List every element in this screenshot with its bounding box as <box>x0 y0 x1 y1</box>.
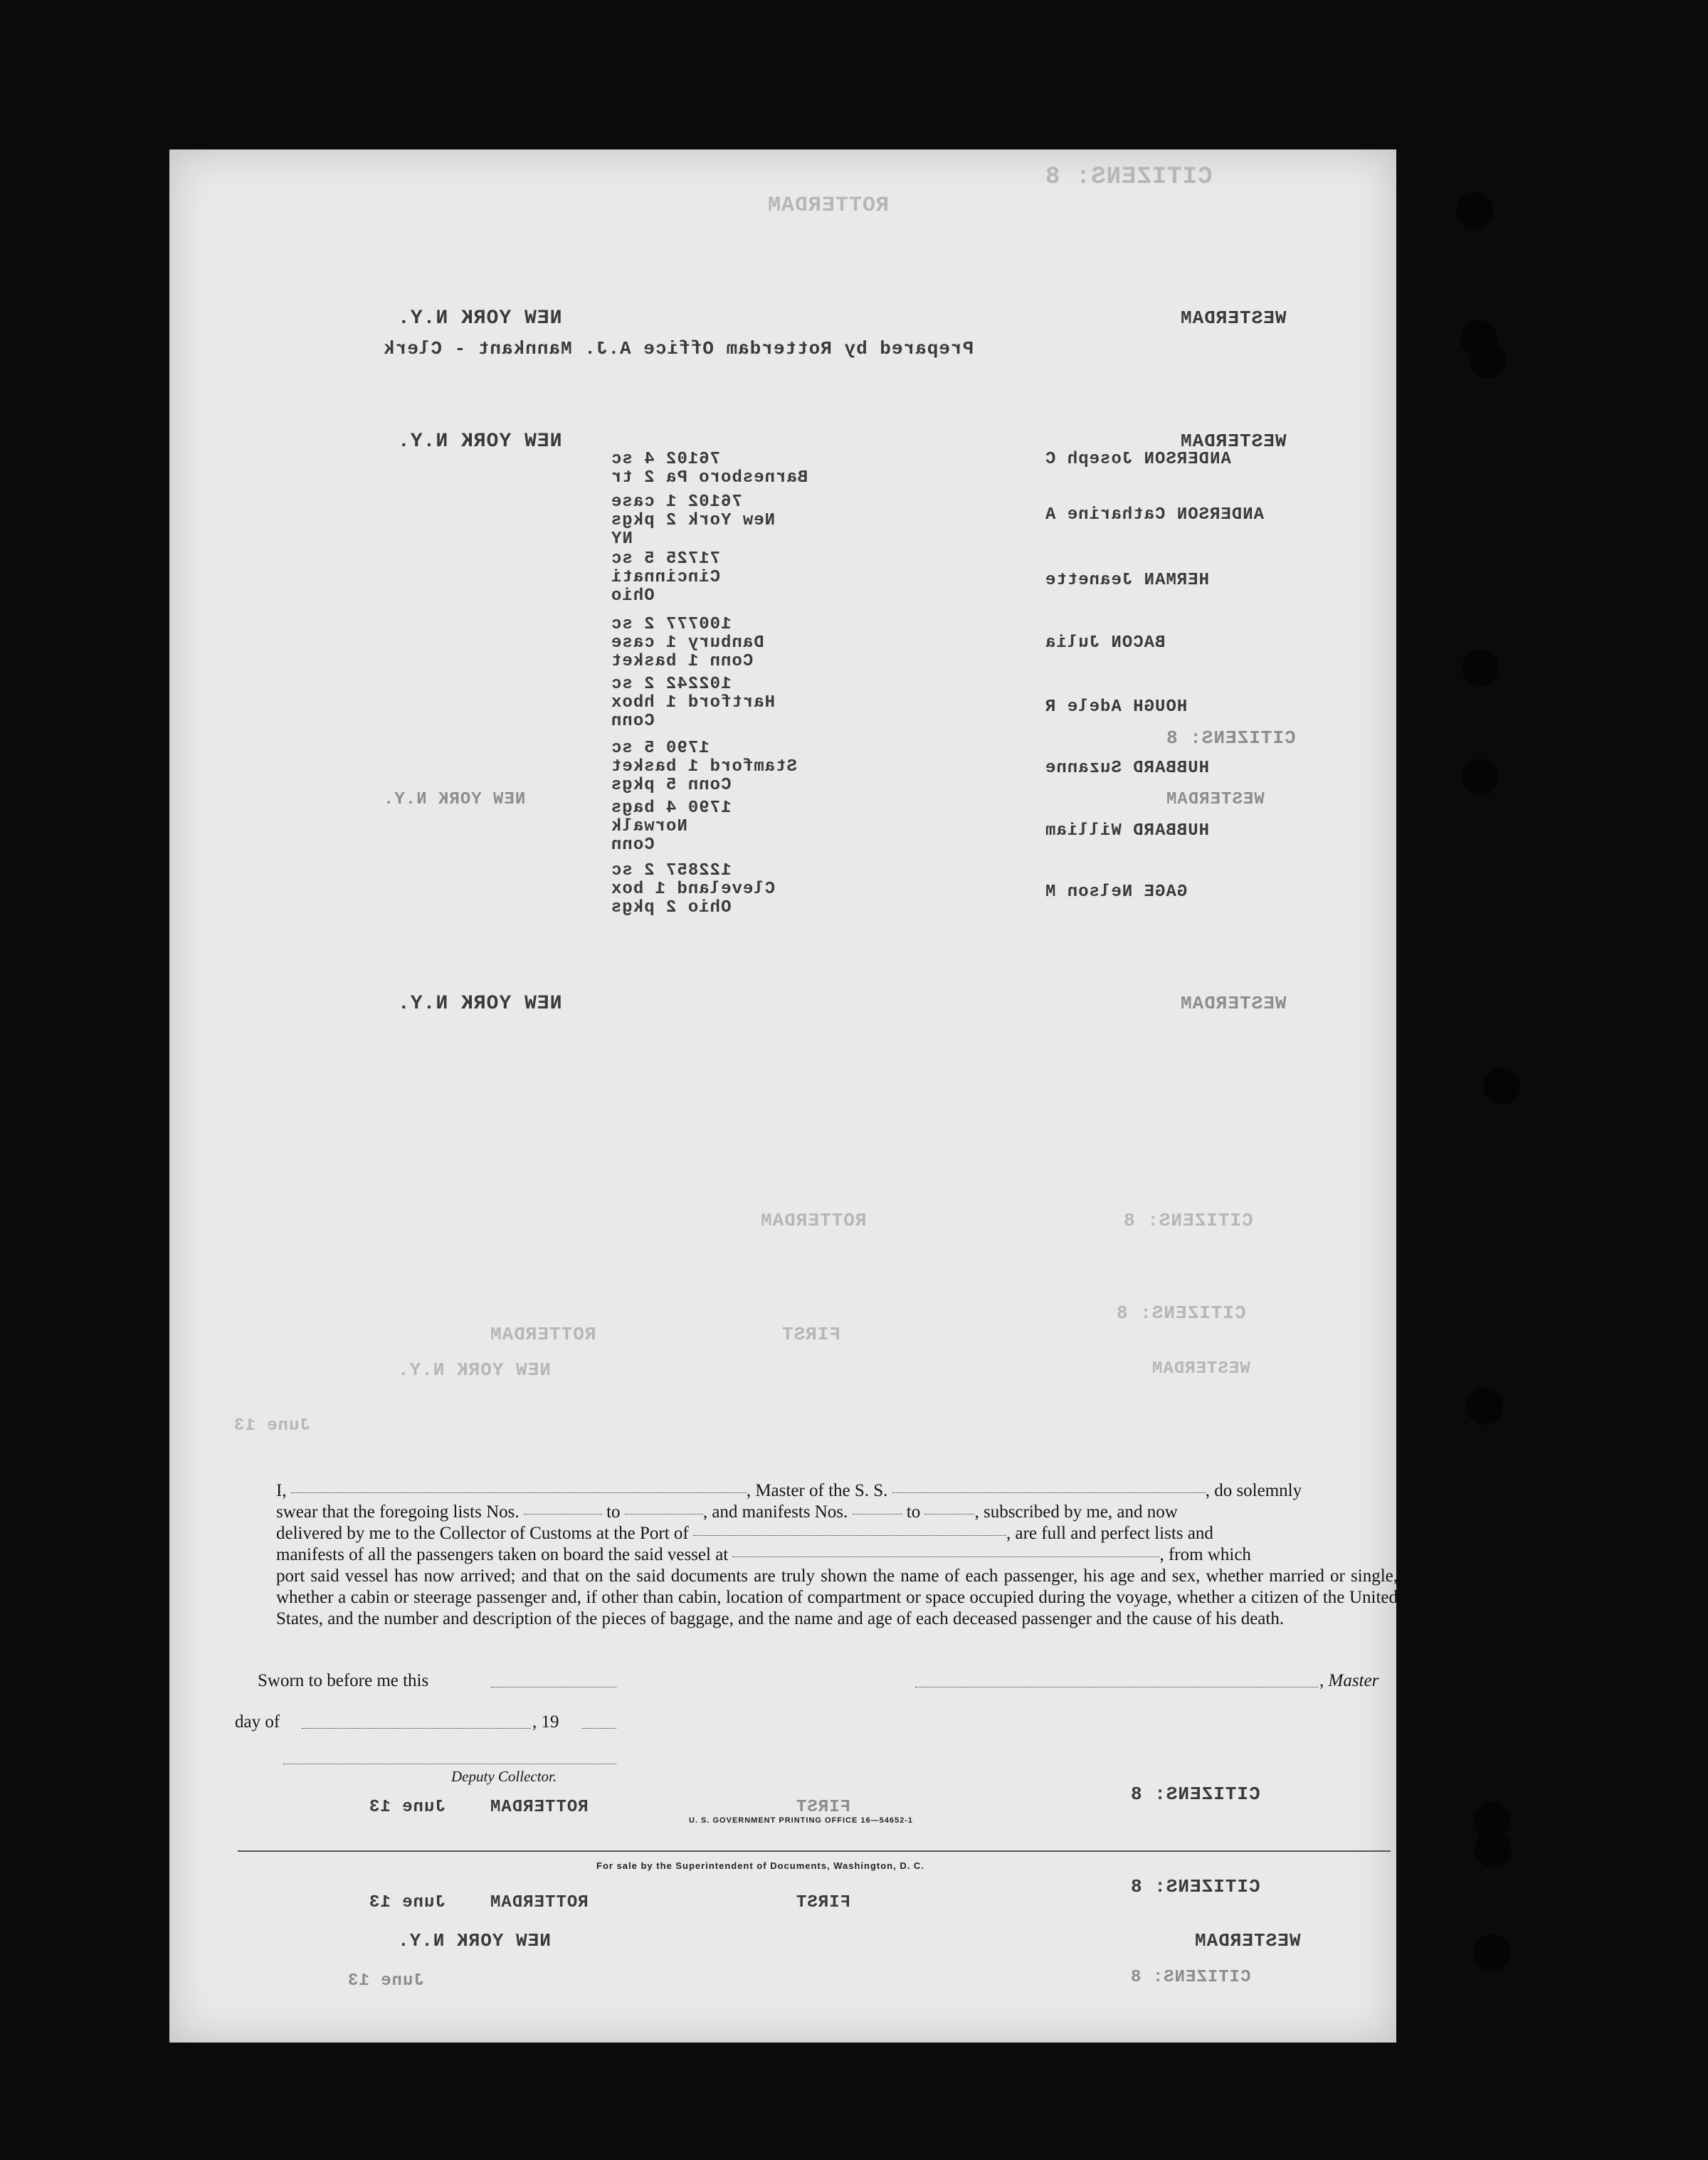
bleed-passenger-name: HOUGH Adele R <box>1045 697 1188 717</box>
bleed-june-bottom-2: June 13 <box>369 1893 446 1912</box>
punch-hole <box>1469 342 1506 379</box>
oath-text: , from which <box>1159 1545 1251 1564</box>
oath-text: delivered by me to the Collector of Customs at the Port of <box>276 1524 689 1543</box>
deputy-collector-label: Deputy Collector. <box>451 1768 557 1785</box>
oath-text: to <box>906 1502 921 1522</box>
bleed-passenger-name: GAGE Nelson M <box>1045 883 1188 902</box>
manifests-from-blank[interactable] <box>853 1513 902 1514</box>
bleed-passenger-line: Cincinnati <box>611 568 721 587</box>
oath-text: , subscribed by me, and now <box>974 1502 1178 1522</box>
oath-text: to <box>606 1502 621 1522</box>
bleed-citizens-bottom: CITIZENS: 8 <box>1130 1784 1260 1805</box>
for-sale-label: For sale by the Superintendent of Documents, Washington, D. C. <box>596 1860 924 1871</box>
bleed-passenger-line: Conn 1 basket <box>611 652 754 671</box>
bleed-passenger-name: BACON Julia <box>1045 633 1166 653</box>
bleed-port-fragment: NEW YORK N.Y. <box>383 790 526 809</box>
bleed-passenger-line: NY <box>611 530 633 549</box>
bleed-rotterdam-mid: ROTTERDAM <box>760 1210 867 1231</box>
bleed-passenger-line: Norwalk <box>611 817 687 836</box>
punch-hole <box>1456 192 1493 229</box>
bleed-passenger-line: Cleveland 1 box <box>611 880 776 899</box>
bleed-passenger-line: Stamford 1 basket <box>611 757 797 776</box>
bleed-passenger-name: ANDERSON Catharine A <box>1045 505 1265 525</box>
bleed-citizens-bottom-3: CITIZENS: 8 <box>1130 1968 1251 1987</box>
bleed-june-bottom-3: June 13 <box>347 1971 424 1991</box>
oath-text: I, <box>276 1481 287 1500</box>
oath-body: port said vessel has now arrived; and that on the said documents are truly shown the name of each passenger, his age and sex, whether married or single, whether a cabin or steerage passenger and, if other than cabin, location of compartment or space occupied during the voyage, whether a citizen of the United States, and the number and description of the pieces of baggage, and the name and age of each deceased passenger and the cause of his death. <box>276 1566 1398 1628</box>
lists-from-blank[interactable] <box>524 1513 602 1514</box>
bleed-passenger-line: 76102 1 case <box>611 492 742 512</box>
bleed-passenger-line: 122857 2 sc <box>611 861 732 880</box>
ship-name-blank[interactable] <box>892 1492 1206 1493</box>
bleed-newyork-bottom: NEW YORK N.Y. <box>397 1930 551 1951</box>
bleed-passenger-line: Conn <box>611 712 655 731</box>
oath-text: , Master of the S. S. <box>746 1481 888 1500</box>
bleed-passenger-line: 71725 5 sc <box>611 549 721 569</box>
printing-office-label: U. S. GOVERNMENT PRINTING OFFICE 16—54652-1 <box>689 1816 914 1825</box>
year-blank[interactable] <box>582 1728 616 1729</box>
oath-text: , and manifests Nos. <box>702 1502 848 1522</box>
punch-hole <box>1483 1068 1520 1105</box>
bleed-passenger-name: HUBBARD William <box>1045 821 1210 841</box>
bleed-passenger-name: HERMAN Jeanette <box>1045 571 1210 590</box>
day-of-label: day of <box>235 1712 280 1732</box>
bleed-passenger-line: 102242 2 sc <box>611 675 732 694</box>
oath-text: swear that the foregoing lists Nos. <box>276 1502 520 1522</box>
bleed-passenger-line: 76102 4 sc <box>611 450 721 469</box>
oath-text: , are full and perfect lists and <box>1006 1524 1213 1543</box>
master-name-blank[interactable] <box>291 1492 747 1493</box>
bleed-citizens-bottom-2: CITIZENS: 8 <box>1130 1876 1260 1897</box>
bleed-rotterdam-top: ROTTERDAM <box>767 194 890 218</box>
bleed-june-bottom: June 13 <box>369 1798 446 1817</box>
bleed-citizens-mid: CITIZENS: 8 <box>1123 1210 1253 1231</box>
punch-hole <box>1473 1934 1510 1971</box>
bleed-rotterdam-bottom: ROTTERDAM <box>490 1798 589 1817</box>
bleed-westerdam-bottom: WESTERDAM <box>1194 1930 1301 1951</box>
bleed-ship-name-2: WESTERDAM <box>1180 431 1287 452</box>
departure-port-blank[interactable] <box>732 1556 1159 1557</box>
bleed-prepared-by: Prepared by Rotterdam Office A.J. Mannkant - Clerk <box>383 338 974 359</box>
bleed-westerdam-mid: WESTERDAM <box>1151 1359 1250 1379</box>
punch-hole <box>1462 649 1499 686</box>
bleed-passenger-line: Danbury 1 case <box>611 633 764 653</box>
bleed-port-repeat: NEW YORK N.Y. <box>397 431 562 453</box>
bleed-passenger-line: 1790 5 sc <box>611 739 710 758</box>
punch-hole <box>1475 1830 1512 1867</box>
bleed-ship-fragment: WESTERDAM <box>1166 790 1265 809</box>
bleed-ship-name-3: WESTERDAM <box>1180 993 1287 1014</box>
bleed-passenger-line: Conn <box>611 836 655 855</box>
bleed-passenger-line: 1790 4 bags <box>611 799 732 818</box>
oath-text: manifests of all the passengers taken on board the said vessel at <box>276 1545 729 1564</box>
bleed-passenger-line: New York 2 pkgs <box>611 511 776 530</box>
bleed-passenger-line: Barnesboro Pa 2 tr <box>611 468 808 488</box>
master-label: , Master <box>1319 1671 1379 1690</box>
bleed-citizens: CITIZENS: 8 <box>1166 727 1296 749</box>
manifests-to-blank[interactable] <box>924 1513 974 1514</box>
sworn-label: Sworn to before me this <box>258 1671 429 1690</box>
port-blank[interactable] <box>693 1534 1006 1536</box>
punch-hole <box>1466 1388 1503 1425</box>
bleed-passenger-line: 100777 2 sc <box>611 615 732 634</box>
lists-to-blank[interactable] <box>625 1513 703 1514</box>
bleed-passenger-line: Hartford 1 hbox <box>611 693 776 712</box>
rule-line <box>238 1850 1391 1852</box>
bleed-rotterdam-bottom-2: ROTTERDAM <box>490 1893 589 1912</box>
punch-hole <box>1462 759 1499 796</box>
bleed-passenger-name: ANDERSON Joseph C <box>1045 450 1231 469</box>
bleed-citizens-top: CITIZENS: 8 <box>1045 164 1213 191</box>
bleed-passenger-line: Conn 5 pkgs <box>611 776 732 795</box>
bleed-newyork-mid: NEW YORK N.Y. <box>397 1359 551 1381</box>
bleed-first-bottom: FIRST <box>796 1798 851 1817</box>
bleed-june-mid: June 13 <box>233 1416 310 1435</box>
manifest-page <box>169 149 1396 2043</box>
bleed-rotterdam-mid-2: ROTTERDAM <box>490 1324 596 1345</box>
bleed-passenger-name: HUBBARD Suzanne <box>1045 759 1210 778</box>
bleed-passenger-line: Ohio <box>611 586 655 606</box>
bleed-citizens-mid-2: CITIZENS: 8 <box>1116 1302 1246 1324</box>
bleed-ship-name: WESTERDAM <box>1180 307 1287 329</box>
oath-paragraph <box>276 1480 1398 1630</box>
bleed-port-header: NEW YORK N.Y. <box>397 307 562 330</box>
year-label: , 19 <box>532 1712 559 1732</box>
oath-text: , do solemnly <box>1205 1481 1302 1500</box>
bleed-first-mid: FIRST <box>781 1324 841 1345</box>
bleed-passenger-line: Ohio 2 pkgs <box>611 898 732 917</box>
bleed-first-bottom-2: FIRST <box>796 1893 851 1912</box>
bleed-port-3: NEW YORK N.Y. <box>397 993 562 1015</box>
month-blank[interactable] <box>302 1728 531 1729</box>
